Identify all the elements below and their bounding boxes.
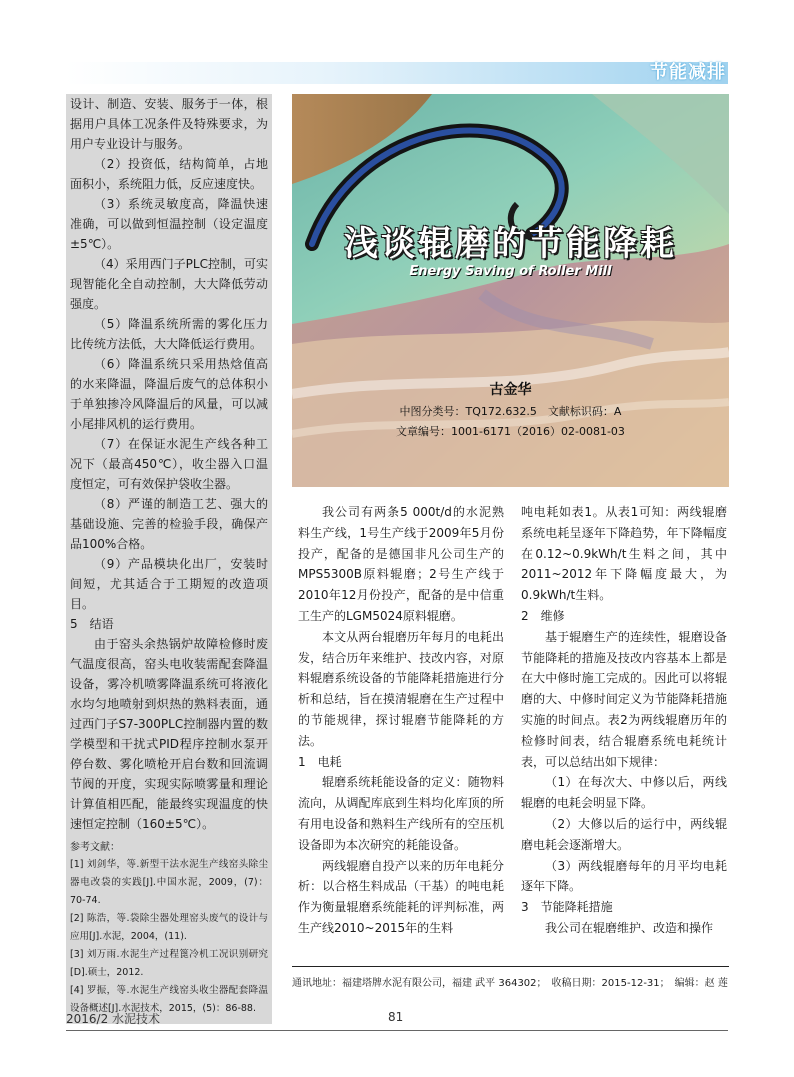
article-number: 文章编号：1001-6171（2016）02-0081-03 bbox=[396, 425, 625, 438]
paragraph: 本文从两台辊磨历年每月的电耗出发，结合历年来维护、技改内容，对原料辊磨系统设备的节能降耗措施进行分析和总结，旨在摸清辊磨在生产过程中的节能规律，探讨辊磨节能降耗的方法。 bbox=[298, 629, 504, 748]
paragraph: 设计、制造、安装、服务于一体，根据用户具体工况条件及特殊要求，为用户专业设计与服务。 bbox=[70, 97, 268, 151]
paragraph: 辊磨系统耗能设备的定义：随物料流向，从调配库底到生料均化库顶的所有用电设备和熟料生产线所有的空压机设备即为本次研究的耗能设备。 bbox=[298, 775, 504, 852]
paragraph: 基于辊磨生产的连续性，辊磨设备节能降耗的措施及技改内容基本上都是在大中修时施工完成的。因此可以将辊磨的大、中修时间定义为节能降耗措施实施的时间点。表2为两线辊磨历年的检修时间表，结合辊磨系统电耗统计表，可以总结出如下规律： bbox=[521, 629, 727, 769]
paragraph: （7）在保证水泥生产线各种工况下（最高450℃），收尘器入口温度恒定，可有效保护袋收尘器。 bbox=[70, 437, 268, 491]
journal-issue: 2016/2 水泥技术 bbox=[66, 1012, 161, 1026]
article-title: 浅谈辊磨的节能降耗 bbox=[344, 224, 677, 264]
classification-number: 中图分类号：TQ172.632.5 文献标识码：A bbox=[399, 405, 622, 418]
reference-item: [1] 刘剑华，等.新型干法水泥生产线窑头除尘器电改袋的实践[J].中国水泥，2009，(7)：70-74. bbox=[70, 859, 268, 906]
paragraph: 2 维修 bbox=[521, 608, 565, 623]
paragraph: 由于窑头余热锅炉故障检修时废气温度很高，窑头电收装需配套降温设备，雾冷机喷雾降温系统可将液化水均匀地喷射到炽热的熟料表面，通过西门子S7-300PLC控制器内置的数学模型和干扰式PID程序控制水泵开停台数、雾化喷枪开启台数和回流调节阀的开度，实现实际喷雾量和理论计算值相匹配，能最终实现温度的快速恒定控制（160±5℃）。 bbox=[70, 637, 268, 831]
article-author: 古金华 bbox=[489, 382, 532, 398]
paragraph: 5 结语 bbox=[70, 617, 114, 631]
paragraph: （3）系统灵敏度高，降温快速准确，可以做到恒温控制（设定温度±5℃）。 bbox=[70, 197, 268, 251]
paragraph: （9）产品模块化出厂，安装时间短，尤其适合于工期短的改造项目。 bbox=[70, 557, 268, 611]
paragraph: （8）严谨的制造工艺、强大的基础设施、完善的检验手段，确保产品100%合格。 bbox=[70, 497, 268, 551]
paragraph: （1）在每次大、中修以后，两线辊磨的电耗会明显下降。 bbox=[521, 775, 727, 811]
paragraph: 1 电耗 bbox=[298, 754, 342, 769]
paragraph: （2）投资低，结构简单，占地面积小，系统阻力低，反应速度快。 bbox=[70, 157, 268, 191]
article-subtitle: Energy Saving of Roller Mill bbox=[409, 264, 612, 279]
page-number: 81 bbox=[388, 1010, 404, 1024]
bottom-rule bbox=[66, 1030, 728, 1031]
right-column bbox=[521, 502, 727, 939]
reference-item: [3] 刘万雨.水泥生产过程篦冷机工况识别研究[D].硕士，2012. bbox=[70, 949, 268, 978]
header-bar bbox=[66, 62, 728, 84]
paragraph: 我公司在辊磨维护、改造和操作 bbox=[545, 920, 714, 935]
article-meta bbox=[292, 402, 729, 442]
reference-list bbox=[70, 856, 268, 1018]
paragraph: 3 节能降耗措施 bbox=[521, 900, 613, 915]
paragraph: 吨电耗如表1。从表1可知：两线辊磨系统电耗呈逐年下降趋势，年下降幅度在0.12~0.9kWh/t生料之间，其中2011~2012年下降幅度最大，为0.9kWh/t生料。 bbox=[521, 505, 727, 603]
paragraph: （5）降温系统所需的雾化压力比传统方法低，大大降低运行费用。 bbox=[70, 317, 268, 351]
paragraph: （6）降温系统只采用热焓值高的水来降温，降温后废气的总体积小于单独掺冷风降温后的风量，可以减小尾排风机的运行费用。 bbox=[70, 357, 268, 431]
left-column bbox=[66, 94, 272, 1024]
cover-image bbox=[292, 94, 729, 487]
paragraph: 我公司有两条5 000t/d的水泥熟料生产线，1号生产线于2009年5月份投产，配备的是德国非凡公司生产的MPS5300B原料辊磨；2号生产线于2010年12月份投产，配备的是中信重工生产的LGM5024原料辊磨。 bbox=[298, 505, 504, 623]
left-paragraphs bbox=[70, 94, 268, 834]
paragraph: （3）两线辊磨每年的月平均电耗逐年下降。 bbox=[521, 858, 727, 894]
footer-note: 通讯地址：福建塔牌水泥有限公司，福建 武平 364302； 收稿日期：2015-12-31； 编辑：赵 莲 bbox=[292, 978, 728, 989]
reference-item: [4] 罗振，等.水泥生产线窑头收尘器配套降温设备概述[J].水泥技术，2015，(5)：86-88. bbox=[70, 985, 268, 1014]
paragraph: （2）大修以后的运行中，两线辊磨电耗会逐渐增大。 bbox=[521, 816, 727, 852]
references-heading: 参考文献： bbox=[70, 842, 120, 853]
page-footer bbox=[66, 1010, 728, 1028]
reference-item: [2] 陈浩，等.袋除尘器处理窑头废气的设计与应用[J].水泥，2004，(11). bbox=[70, 913, 268, 942]
middle-column bbox=[298, 502, 504, 939]
section-tag: 节能减排 bbox=[650, 62, 726, 83]
footer-rule bbox=[292, 966, 729, 967]
paragraph: 两线辊磨自投产以来的历年电耗分析：以合格生料成品（干基）的吨电耗作为衡量辊磨系统能耗的评判标准，两生产线2010~2015年的生料 bbox=[298, 858, 504, 935]
paragraph: （4）采用西门子PLC控制，可实现智能化全自动控制，大大降低劳动强度。 bbox=[70, 257, 268, 311]
